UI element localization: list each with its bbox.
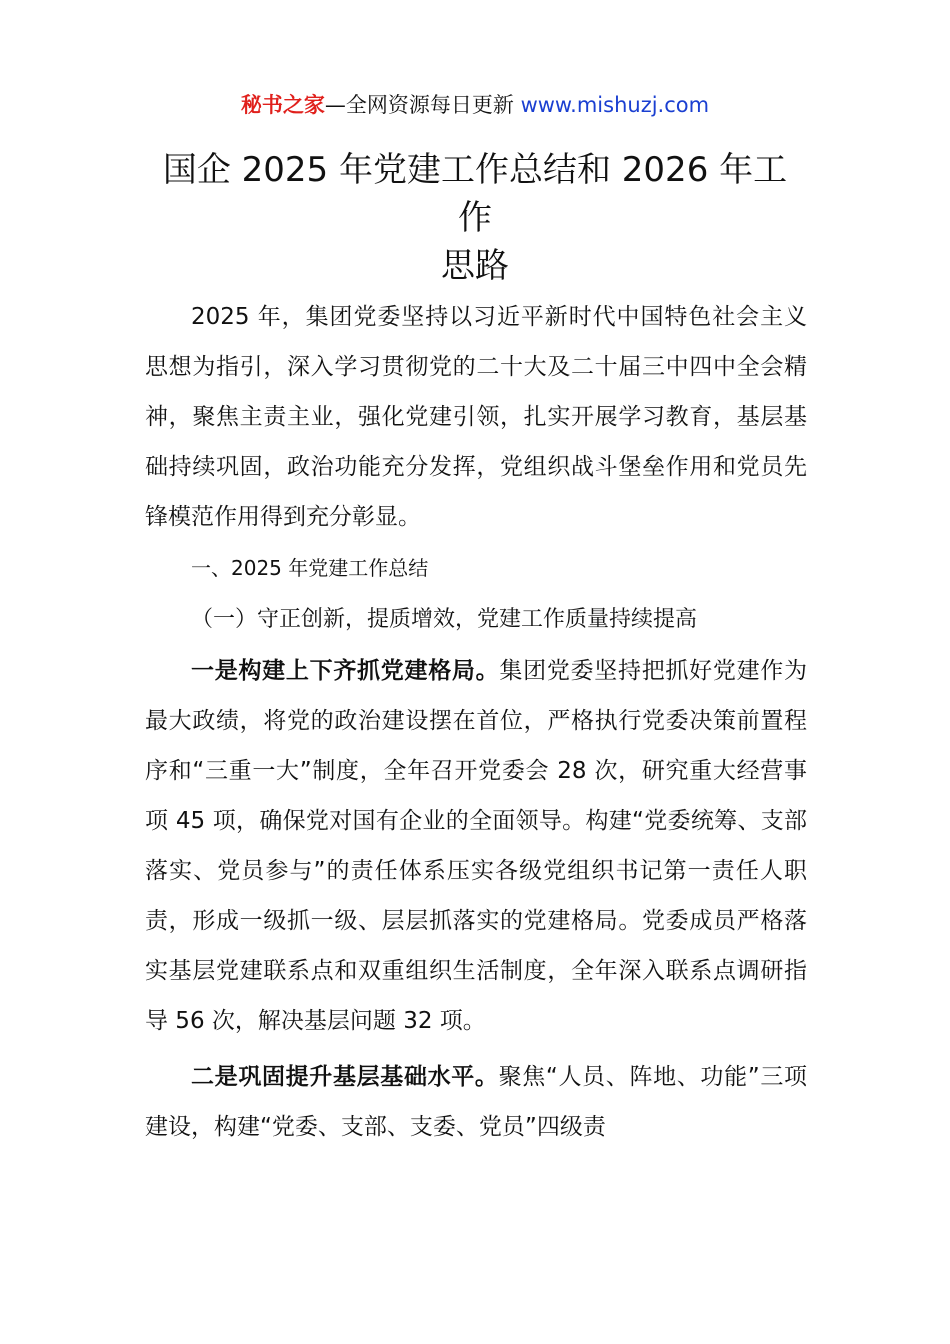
title-line-1: 国企 2025 年党建工作总结和 2026 年工 bbox=[162, 150, 788, 190]
item-2-lead: 二是巩固提升基层基础水平。 bbox=[191, 1064, 499, 1090]
header-separator: — bbox=[324, 93, 346, 117]
header-tagline: 全网资源每日更新 bbox=[345, 93, 514, 117]
intro-paragraph: 2025 年，集团党委坚持以习近平新时代中国特色社会主义思想为指引，深入学习贯彻党的二十大及二十届三中四中全会精神，聚焦主责主业，强化党建引领，扎实开展学习教育，基层基础持续巩固，政治功能充分发挥，党组织战斗堡垒作用和党员先锋模范作用得到充分彰显。 bbox=[145, 304, 807, 530]
section-heading: 一、2025 年党建工作总结 bbox=[191, 556, 429, 580]
item-2-paragraph bbox=[145, 1052, 807, 1152]
item-2-text: 聚焦“人员、阵地、功能”三项建设，构建“党委、支部、支委、党员”四级责 bbox=[145, 1064, 807, 1140]
site-header bbox=[0, 88, 950, 122]
site-url-link[interactable]: www.mishuzj.com bbox=[520, 93, 710, 117]
title-line-3: 思路 bbox=[441, 246, 509, 286]
document-body bbox=[145, 292, 807, 1152]
item-1-paragraph bbox=[145, 646, 807, 1046]
item-1-text: 集团党委坚持把抓好党建作为最大政绩，将党的政治建设摆在首位，严格执行党委决策前置程序和“三重一大”制度，全年召开党委会 28 次，研究重大经营事项 45 项，确保党对国有企业的全面领导。构建“党委统筹、支部落实、党员参与”的责任体系压实各级党组织书记第一责任人职责，形成一级抓一级、层层抓落实的党建格局。党委成员严格落实基层党建联系点和双重组织生活制度，全年深入联系点调研指导 56 次，解决基层问题 32 项。 bbox=[145, 658, 808, 1034]
site-brand: 秘书之家 bbox=[240, 93, 325, 117]
subsection-heading: （一）守正创新，提质增效，党建工作质量持续提高 bbox=[191, 607, 698, 632]
item-1-lead: 一是构建上下齐抓党建格局。 bbox=[191, 658, 500, 684]
title-line-2: 作 bbox=[458, 198, 492, 238]
document-title bbox=[145, 146, 805, 290]
